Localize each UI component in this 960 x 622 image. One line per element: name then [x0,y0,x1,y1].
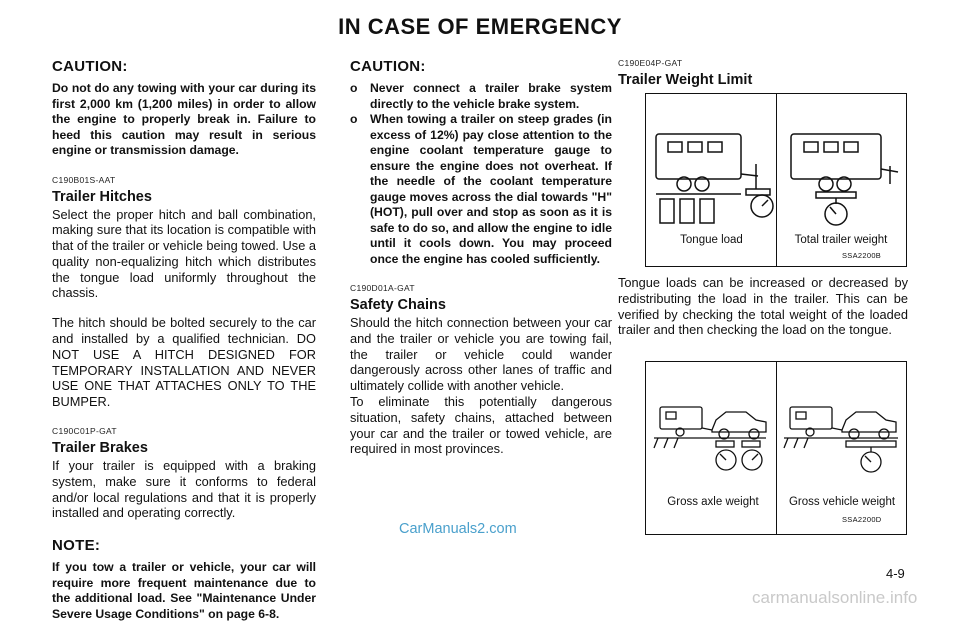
page-header-title: IN CASE OF EMERGENCY [338,14,622,39]
page-number: 4-9 [886,566,905,581]
tongue-load-figure [645,93,907,267]
bullet-marker: o [350,81,358,95]
list-item [350,81,612,112]
figure-code: SSA2200B [842,251,882,260]
right-column [618,58,908,90]
caution-heading: CAUTION: [52,58,128,75]
bullet-marker: o [350,112,358,126]
list-item [350,112,612,267]
figure-caption: Tongue load [680,234,743,246]
gross-weight-figure [645,361,907,535]
caution-list [350,81,612,267]
safety-chains-paragraph-1: Should the hitch connection between your car and the trailer or vehicle you are towing fail, the trailer or vehicle could wander dangerously across other lanes of traffic and ultimately collide with another vehicle. [350,315,612,394]
section-code: C190C01P-GAT [52,426,117,437]
trailer-brakes-body: If your trailer is equipped with a braking system, make sure it conforms to federal and/or local regulations and that it is properly installed and operating correctly. [52,458,316,521]
safety-chains-title: Safety Chains [350,297,446,313]
section-code: C190B01S-AAT [52,174,116,185]
middle-column [350,58,612,457]
section-code: C190E04P-GAT [618,58,683,68]
watermark-link[interactable]: CarManuals2.com [399,521,517,537]
vehicle-weighing-illustration [646,362,906,534]
section-code: C190D01A-GAT [350,283,415,293]
figure-code: SSA2200D [842,515,882,524]
footer-watermark: carmanualsonline.info [752,588,918,607]
trailer-weight-limit-body: Tongue loads can be increased or decreased by redistributing the load in the trailer. This can be verified by checking the total weight of the loaded trailer and then checking the load on the tongue. [618,275,908,338]
note-heading: NOTE: [52,537,101,555]
note-text: If you tow a trailer or vehicle, your car will require more frequent maintenance due to the additional load. See "Maintenance Under Severe Usage Conditions" on page 6-8. [52,560,316,621]
trailer-hitches-title: Trailer Hitches [52,188,152,205]
left-column [52,58,316,622]
figure-caption: Total trailer weight [794,234,888,246]
safety-chains-body [350,315,612,457]
trailer-hitches-paragraph-2: The hitch should be bolted securely to the car and installed by a qualified technician. DO NOT USE A HITCH DESIGNED FOR TEMPORARY INSTALLATION AND NEVER USE ONE THAT ATTACHES ONLY TO THE BUMPER. [52,315,316,410]
trailer-weight-limit-title: Trailer Weight Limit [618,72,753,88]
trailer-hitches-body [52,207,316,411]
list-item-text: Never connect a trailer brake system directly to the vehicle brake system. [370,81,612,111]
trailer-brakes-title: Trailer Brakes [52,440,148,457]
figure-caption: Gross vehicle weight [788,496,896,508]
caution-text: Do not do any towing with your car during its first 2,000 km (1,200 miles) in order to allow the engine to properly break in. Failure to heed this caution may result in serious engine or transmission damage. [52,81,316,157]
trailer-hitches-paragraph-1: Select the proper hitch and ball combination, making sure that its location is compatible with that of the trailer or vehicle being towed. Use a quality non-equalizing hitch which distributes the tongue load uniformly throughout the chassis. [52,206,316,301]
list-item-text: When towing a trailer on steep grades (in excess of 12%) pay close attention to the engine coolant temperature gauge to ensure the engine does not overheat. If the needle of the coolant temperature gauge moves across the dial towards "H" (HOT), pull over and stop as soon as it is safe to do so, and allow the engine to idle until it cools down. You may proceed once the engine has cooled sufficiently. [370,112,612,266]
caution-heading: CAUTION: [350,58,426,75]
figure-caption: Gross axle weight [667,496,759,508]
safety-chains-paragraph-2: To eliminate this potentially dangerous situation, safety chains, attached between your car and the trailer or towed vehicle, are required in most provinces. [350,393,612,457]
